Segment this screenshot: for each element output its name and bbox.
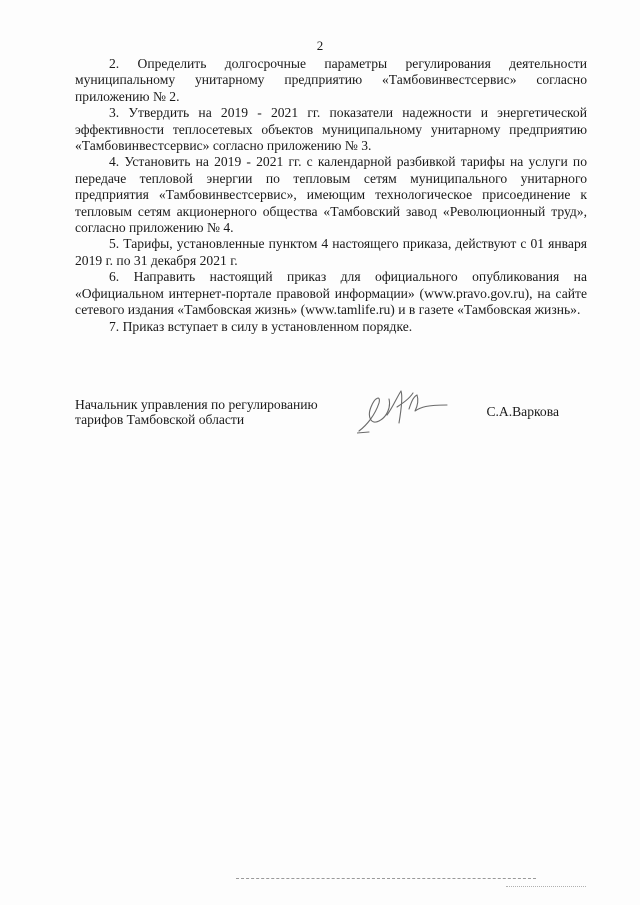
paragraph-4: 4. Установить на 2019 - 2021 гг. с календарной разбивкой тарифы на услуги по передаче тепловой энергии по тепловым сетям муниципального унитарного предприятия «Тамбовинвестсервис», имеющим технологическое присоединение к тепловым сетям акционерного общества «Тамбовский завод «Революционный труд», согласно приложению № 4. [75, 154, 587, 236]
paragraph-6: 6. Направить настоящий приказ для официального опубликования на «Официальном интернет-портале правовой информации» (www.pravo.gov.ru), на сайте сетевого издания «Тамбовская жизнь» (www.tamlife.ru) и в газете «Тамбовская жизнь». [75, 269, 587, 318]
footer-scan-line [236, 878, 536, 880]
paragraph-5: 5. Тарифы, установленные пунктом 4 настоящего приказа, действуют с 01 января 2019 г. по 31 декабря 2021 г. [75, 236, 587, 268]
signature-block [75, 397, 587, 437]
paragraph-7: 7. Приказ вступает в силу в установленном порядке. [109, 318, 413, 334]
page-number: 2 [316, 38, 324, 53]
order-body [75, 56, 587, 335]
signer-position [75, 397, 375, 427]
signer-position-line-2: тарифов Тамбовской области [75, 412, 245, 427]
handwritten-signature [357, 385, 449, 435]
signer-position-line-1: Начальник управления по регулированию [75, 397, 318, 412]
paragraph-3: 3. Утвердить на 2019 - 2021 гг. показатели надежности и энергетической эффективности теплосетевых объектов муниципальному унитарному предприятию «Тамбовинвестсервис» согласно приложению № 3. [75, 105, 587, 154]
signer-name: С.А.Варкова [486, 404, 559, 419]
paragraph-2: 2. Определить долгосрочные параметры регулирования деятельности муниципальному унитарному предприятию «Тамбовинвестсервис» согласно приложению № 2. [75, 56, 587, 104]
footer-scan-line-short [506, 886, 586, 888]
